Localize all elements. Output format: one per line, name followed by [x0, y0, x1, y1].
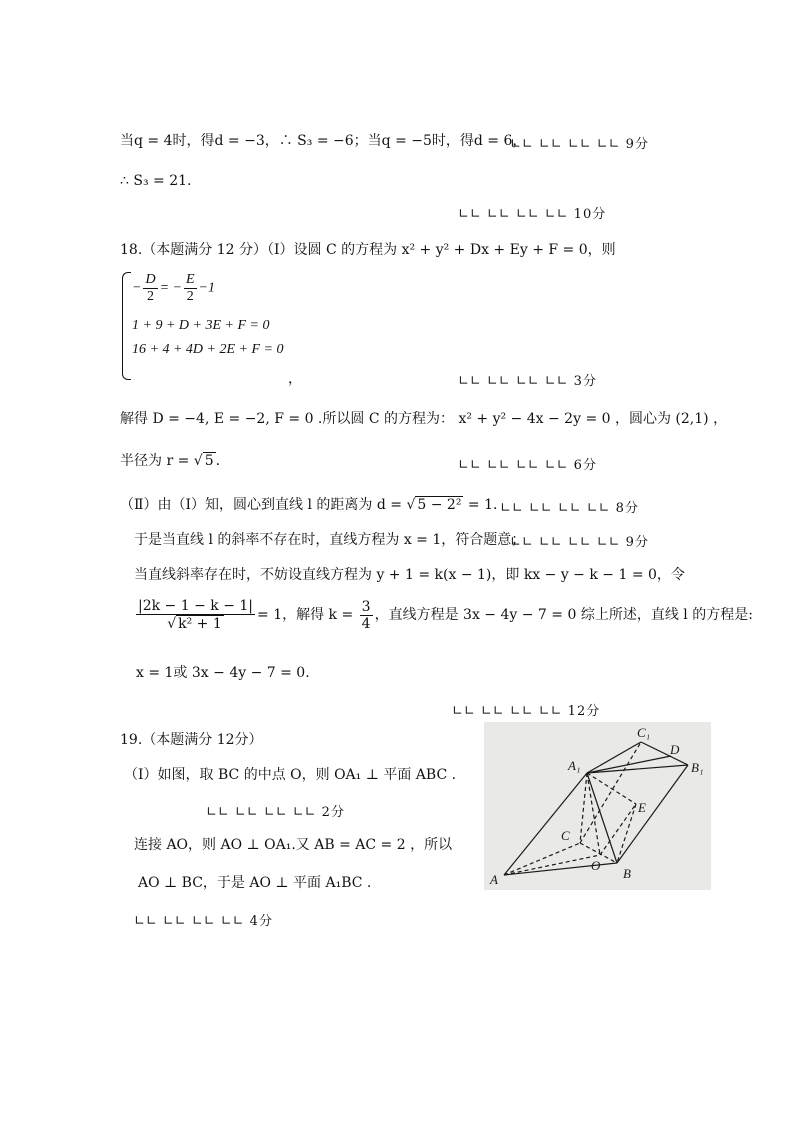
label-O: O — [591, 858, 601, 873]
part2-equation: $\frac{|2k - 1 - k - 1|}{\text{√ k² + 1}}$ = 1，解得 k = $\frac{3}{4}$ ，直线方程是 3x − 4y − 7 = 0 综上所述，直线 l 的方程是: — [138, 598, 753, 632]
edge-CC1 — [580, 742, 641, 843]
label-D: D — [670, 742, 680, 757]
edge-A1O — [587, 773, 600, 855]
edge-A1B1 — [587, 765, 688, 773]
label-E: E — [638, 800, 646, 815]
prism-figure — [484, 722, 711, 890]
label-A: A — [490, 872, 498, 887]
line-s3: ∴ S₃ = 21. — [120, 173, 192, 189]
system-row-2: 1 + 9 + D + 3E + F = 0 — [132, 318, 270, 333]
q19-line-1: （Ⅰ）如图，取 BC 的中点 O，则 OA₁ ⊥ 平面 ABC . — [124, 767, 457, 783]
score-4: ∟∟ ∟∟ ∟∟ ∟∟ 4分 — [134, 914, 273, 929]
q19-line-2: 连接 AO，则 AO ⊥ OA₁.又 AB = AC = 2 ，所以 — [134, 837, 453, 853]
label-B1: B₁ — [691, 760, 704, 775]
edge-BB1 — [617, 765, 688, 863]
system-brace — [122, 272, 131, 380]
score-3: ∟∟ ∟∟ ∟∟ ∟∟ 3分 — [458, 374, 597, 389]
q19-heading: 19.（本题满分 12分） — [120, 732, 263, 748]
score-2: ∟∟ ∟∟ ∟∟ ∟∟ 2分 — [206, 805, 345, 820]
q19-line-3: AO ⊥ BC，于是 AO ⊥ 平面 A₁BC . — [138, 875, 372, 891]
score-10: ∟∟ ∟∟ ∟∟ ∟∟ 10分 — [458, 207, 607, 222]
system-row-1: − $\frac{D}{2}$ = − $\frac{E}{2}$ −1 — [132, 272, 215, 304]
edge-A1C1 — [587, 742, 641, 773]
q18-heading: 18.（本题满分 12 分）（Ⅰ）设圆 C 的方程为 x² + y² + Dx + Ey + F = 0，则 — [120, 242, 616, 258]
edge-A1D — [587, 756, 671, 773]
label-C1: C₁ — [637, 725, 651, 740]
score-8: ∟∟ ∟∟ ∟∟ ∟∟ 8分 — [500, 501, 639, 516]
edge-C1B1 — [641, 742, 688, 765]
part2-slope-case: 当直线斜率存在时，不妨设直线方程为 y + 1 = k(x − 1)，即 kx − y − k − 1 = 0，令 — [134, 567, 685, 583]
label-B: B — [623, 866, 631, 881]
edge-EB — [617, 804, 636, 863]
system-row-3: 16 + 4 + 4D + 2E + F = 0 — [132, 342, 284, 357]
edge-AC — [504, 843, 580, 875]
part2-answer: x = 1或 3x − 4y − 7 = 0. — [136, 665, 310, 681]
score-6: ∟∟ ∟∟ ∟∟ ∟∟ 6分 — [458, 458, 597, 473]
score-9: ∟∟ ∟∟ ∟∟ ∟∟ 9分 — [510, 137, 649, 152]
score-9b: ∟∟ ∟∟ ∟∟ ∟∟ 9分 — [510, 535, 649, 550]
label-C: C — [561, 828, 570, 843]
line-q17-case: 当q = 4时，得d = −3，∴ S₃ = −6；当q = −5时，得d = 6， — [120, 133, 527, 149]
solution-line: 解得 D = −4, E = −2, F = 0 .所以圆 C 的方程为： x² + y² − 4x − 2y = 0 ，圆心为 (2,1) ， — [120, 411, 728, 427]
system-comma: ， — [288, 371, 302, 387]
label-A1: A₁ — [568, 758, 581, 773]
radius-line: 半径为 r = √ 5 . — [120, 453, 221, 469]
edge-A1C — [580, 773, 587, 843]
part2-vertical-case: 于是当直线 l 的斜率不存在时，直线方程为 x = 1，符合题意； — [134, 532, 526, 548]
edge-A1E — [587, 773, 636, 804]
edge-A1B — [587, 773, 617, 863]
part2-distance: （Ⅱ）由（Ⅰ）知，圆心到直线 l 的距离为 d = √ 5 − 2² = 1. — [120, 497, 498, 513]
score-12: ∟∟ ∟∟ ∟∟ ∟∟ 12分 — [452, 704, 601, 719]
